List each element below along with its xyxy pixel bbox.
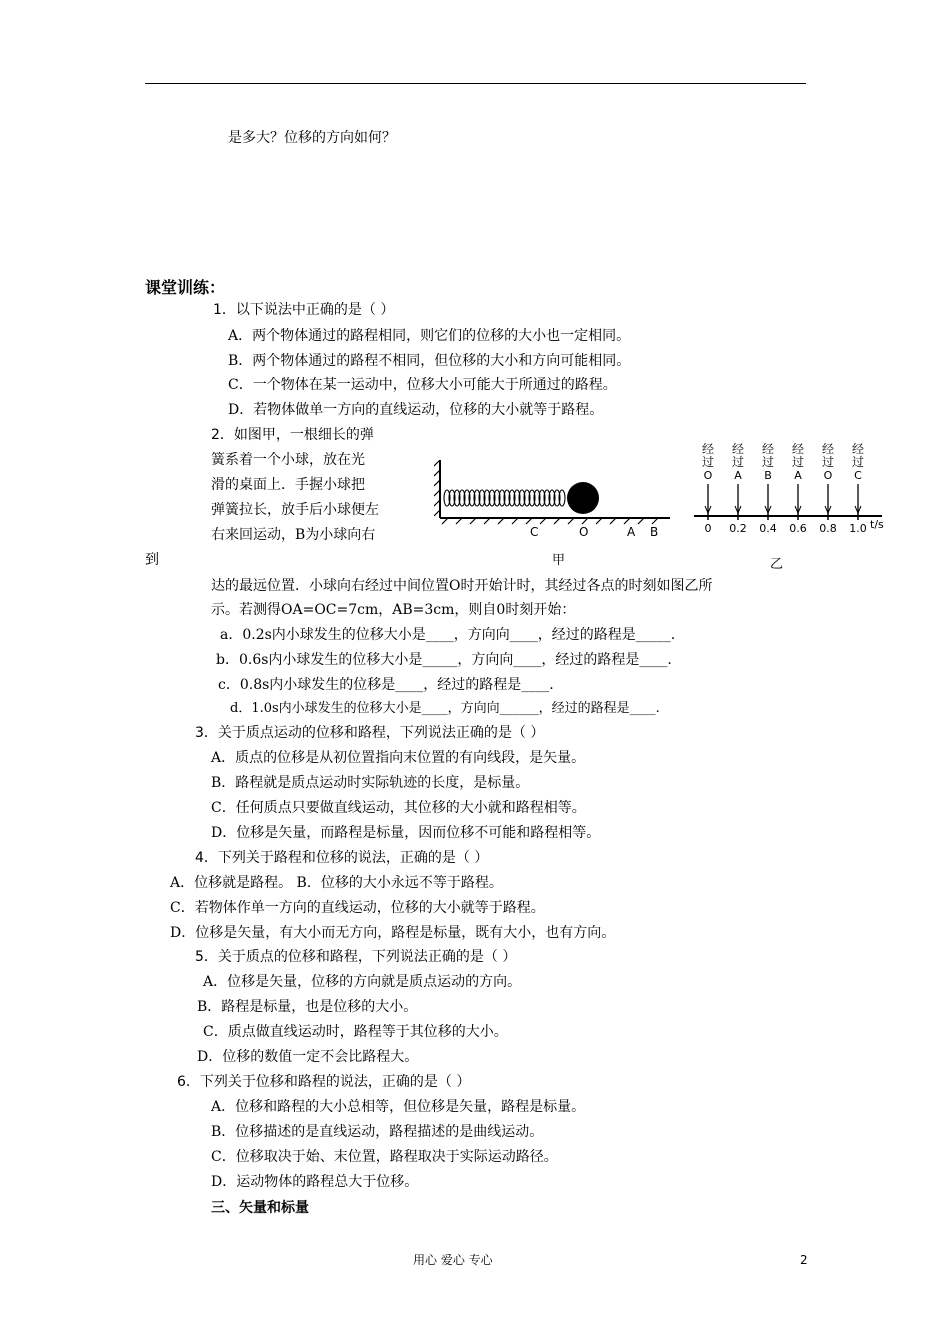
q3-option-d: D．位移是矢量，而路程是标量，因而位移不可能和路程相等。 [211, 825, 601, 841]
timeline-event-label: 经 [731, 442, 745, 456]
next-section-title: 三、矢量和标量 [211, 1200, 309, 1216]
q3-option-c: C．任何质点只要做直线运动，其位移的大小就和路程相等。 [211, 800, 586, 816]
timeline-event-label: 过 [791, 455, 805, 469]
q3-option-b: B．路程就是质点运动时实际轨迹的长度，是标量。 [211, 775, 530, 791]
timeline-time-label: 1.0 [849, 522, 867, 535]
fig-caption-jia: 甲 [552, 553, 566, 568]
q2-line-1: 2．如图甲，一根细长的弹 [211, 427, 374, 443]
timeline-time-label: 0.4 [759, 522, 777, 535]
q1-option-d: D．若物体做单一方向的直线运动，位移的大小就等于路程。 [228, 402, 604, 418]
timeline-time-label: 0 [704, 522, 712, 535]
timeline-event-label: 经 [761, 442, 775, 456]
q5-option-a: A．位移是矢量，位移的方向就是质点运动的方向。 [203, 974, 522, 990]
q2-sub-c: c．0.8s内小球发生的位移是____，经过的路程是____. [218, 677, 554, 693]
page-number: 2 [800, 1253, 808, 1267]
fig-label-a: A [627, 525, 636, 539]
q5-stem: 5．关于质点的位移和路程，下列说法正确的是（ ） [195, 949, 517, 965]
timeline-event-label: 经 [791, 442, 805, 456]
timeline-event-label: 经 [701, 442, 715, 456]
q2-line-2: 簧系着一个小球，放在光 [211, 452, 365, 468]
q2-sub-a: a．0.2s内小球发生的位移大小是____，方向向____，经过的路程是_____. [220, 627, 676, 643]
q3-stem: 3．关于质点运动的位移和路程，下列说法正确的是（ ） [195, 725, 545, 741]
header-rule [145, 83, 806, 84]
intro-line: 是多大？位移的方向如何？ [228, 130, 396, 146]
q6-option-a: A．位移和路程的大小总相等，但位移是矢量，路程是标量。 [211, 1099, 586, 1115]
fig-spring [444, 490, 565, 506]
q2-sub-b: b．0.6s内小球发生的位移大小是_____，方向向____，经过的路程是____. [216, 652, 672, 668]
section-title: 课堂训练： [145, 278, 226, 297]
q6-option-c: C．位移取决于始、末位置，路程取决于实际运动路径。 [211, 1149, 558, 1165]
q2-line-4: 弹簧拉长，放手后小球便左 [211, 502, 379, 518]
q1-option-b: B．两个物体通过的路程不相同，但位移的大小和方向可能相同。 [228, 353, 631, 369]
q4-option-c: C．若物体作单一方向的直线运动，位移的大小就等于路程。 [170, 900, 545, 916]
q6-option-d: D．运动物体的路程总大于位移。 [211, 1174, 419, 1190]
q5-option-c: C．质点做直线运动时，路程等于其位移的大小。 [203, 1024, 508, 1040]
timeline-event-label: 过 [701, 455, 715, 469]
q1-option-c: C．一个物体在某一运动中，位移大小可能大于所通过的路程。 [228, 377, 617, 393]
q2-line-3: 滑的桌面上．手握小球把 [211, 477, 365, 493]
footer-text: 用心 爱心 专心 [413, 1253, 493, 1267]
timeline-event-label: 经 [851, 442, 865, 456]
q4-option-ab: A．位移就是路程。 B．位移的大小永远不等于路程。 [170, 875, 503, 891]
q4-option-d: D．位移是矢量，有大小而无方向，路程是标量，既有大小，也有方向。 [170, 925, 616, 941]
timeline-event-label: O [823, 469, 833, 482]
fig-label-o: O [579, 525, 589, 539]
timeline-event-label: 过 [851, 455, 865, 469]
timeline-event-label: A [794, 469, 802, 482]
timeline-event-label: B [764, 469, 772, 482]
timeline-time-label: 0.2 [729, 522, 747, 535]
figure-spring-ball [434, 460, 674, 572]
timeline-event-label: C [854, 469, 862, 482]
timeline-event-label: 过 [761, 455, 775, 469]
q2-cont-2: 示。若测得OA=OC=7cm，AB=3cm，则自0时刻开始： [211, 602, 576, 618]
fig-ball [567, 482, 599, 514]
q5-option-d: D．位移的数值一定不会比路程大。 [197, 1049, 419, 1065]
timeline-event-label: O [703, 469, 713, 482]
timeline-event-label: A [734, 469, 742, 482]
timeline-event-label: 过 [731, 455, 745, 469]
q5-option-b: B．路程是标量，也是位移的大小。 [197, 999, 418, 1015]
q6-option-b: B．位移描述的是直线运动，路程描述的是曲线运动。 [211, 1124, 544, 1140]
q4-stem: 4．下列关于路程和位移的说法，正确的是（ ） [195, 850, 489, 866]
q2-line-5: 右来回运动，B为小球向右 [211, 527, 376, 543]
timeline-event-label: 过 [821, 455, 835, 469]
q2-wrap-char: 到 [145, 552, 159, 568]
timeline-event-label: 经 [821, 442, 835, 456]
q3-option-a: A．质点的位移是从初位置指向末位置的有向线段，是矢量。 [211, 750, 586, 766]
fig-caption-yi: 乙 [770, 557, 784, 572]
timeline-axis-unit: t/s [870, 518, 884, 531]
q2-cont-1: 达的最远位置．小球向右经过中间位置O时开始计时，其经过各点的时刻如图乙所 [211, 578, 713, 594]
fig-label-b: B [650, 525, 659, 539]
q2-sub-d: d．1.0s内小球发生的位移大小是____，方向向______，经过的路程是____. [230, 701, 660, 716]
timeline-time-label: 0.6 [789, 522, 807, 535]
timeline-time-label: 0.8 [819, 522, 837, 535]
q1-stem: 1．以下说法中正确的是（ ） [213, 302, 395, 318]
q6-stem: 6．下列关于位移和路程的说法，正确的是（ ） [177, 1074, 471, 1090]
q1-option-a: A．两个物体通过的路程相同，则它们的位移的大小也一定相同。 [228, 328, 631, 344]
fig-label-c: C [530, 525, 539, 539]
figure-timeline [690, 440, 900, 572]
